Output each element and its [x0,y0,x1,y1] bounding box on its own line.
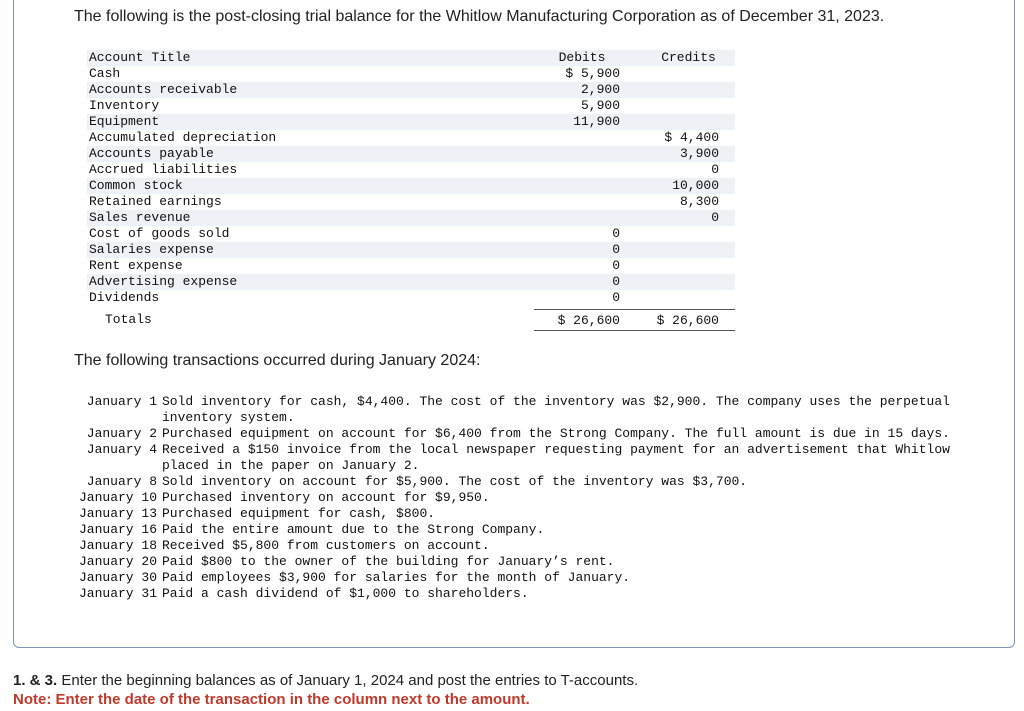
transaction-date: January 1 [86,394,157,409]
table-row [87,146,735,162]
debit-cell: 5,900 [580,98,620,113]
table-row [87,98,735,114]
table-header [87,50,735,66]
credit-cell: 8,300 [679,194,719,209]
account-title: Accumulated depreciation [89,130,277,145]
table-row [87,82,735,98]
credit-cell: 10,000 [672,178,719,193]
account-title: Inventory [89,98,160,113]
credit-cell [622,242,735,258]
transactions-intro: The following transactions occurred during January 2024: [74,352,481,369]
debit-cell: 0 [612,242,620,257]
transaction-description: Received a $150 invoice from the local newspaper requesting payment for an advertisement that Whitlow placed in the paper on January 2. [162,442,950,473]
credit-cell [622,98,735,114]
transaction-row [74,474,974,490]
debit-cell [534,130,622,146]
debit-cell [534,146,622,162]
debit-cell: 0 [612,274,620,289]
transaction-row [74,426,974,442]
transaction-row [74,538,974,554]
account-title: Cost of goods sold [89,226,230,241]
table-row [87,258,735,274]
debit-cell: 0 [612,290,620,305]
table-row [87,226,735,242]
transaction-date: January 13 [78,506,157,521]
account-title: Accounts payable [89,146,214,161]
credit-cell: 3,900 [679,146,719,161]
transaction-description: Received $5,800 from customers on account. [162,538,490,553]
transaction-date: January 16 [78,522,157,537]
account-title: Cash [89,66,121,81]
instruction-note: Note: Enter the date of the transaction in the column next to the amount. [13,691,530,708]
transaction-description: Purchased equipment on account for $6,400 from the Strong Company. The full amount is due in 15 days. [162,426,950,441]
credit-cell: 0 [711,162,719,177]
transaction-date: January 8 [86,474,157,489]
debit-cell: 2,900 [580,82,620,97]
transaction-row [74,554,974,570]
table-body [87,66,735,306]
table-row [87,178,735,194]
table-row [87,210,735,226]
header-account-title: Account Title [89,50,191,65]
transaction-date: January 4 [86,442,157,457]
credit-cell [622,274,735,290]
transaction-row [74,570,974,586]
credit-cell [622,66,735,82]
account-title: Rent expense [89,258,183,273]
transaction-row [74,394,974,426]
credit-cell [622,258,735,274]
trial-balance-table [87,50,735,331]
table-row [87,290,735,306]
credit-cell [622,114,735,130]
question-panel [13,0,1015,648]
credit-cell [622,290,735,306]
transaction-row [74,522,974,538]
transaction-row [74,442,974,474]
account-title: Dividends [89,290,160,305]
credit-cell: 0 [711,210,719,225]
transaction-row [74,586,974,602]
table-row [87,130,735,146]
intro-text: The following is the post-closing trial balance for the Whitlow Manufacturing Corporation as of December 31, 2023. [74,8,885,25]
debit-cell: 11,900 [573,114,620,129]
account-title: Accrued liabilities [89,162,238,177]
instruction [13,672,638,689]
credit-cell [622,226,735,242]
account-title: Salaries expense [89,242,214,257]
debit-cell: $ 5,900 [565,66,620,81]
instruction-number: 1. & 3. [13,672,58,689]
debit-cell [534,210,622,226]
table-row [87,242,735,258]
transaction-date: January 10 [78,490,157,505]
debit-cell: 0 [612,226,620,241]
transaction-description: Paid $800 to the owner of the building for January’s rent. [162,554,615,569]
transaction-description: Sold inventory on account for $5,900. The cost of the inventory was $3,700. [162,474,748,489]
totals-debit: $ 26,600 [534,309,622,331]
account-title: Accounts receivable [89,82,238,97]
table-row [87,114,735,130]
credit-cell [622,82,735,98]
transaction-description: Purchased inventory on account for $9,950. [162,490,490,505]
totals-label: Totals [105,312,152,327]
table-row [87,194,735,210]
debit-cell [534,162,622,178]
account-title: Equipment [89,114,160,129]
header-credits: Credits [661,50,716,65]
transaction-row [74,490,974,506]
header-debits: Debits [558,50,606,65]
credit-cell: $ 4,400 [664,130,719,145]
transaction-row [74,506,974,522]
table-row [87,274,735,290]
debit-cell: 0 [612,258,620,273]
transaction-date: January 31 [78,586,157,601]
account-title: Common stock [89,178,183,193]
instruction-text: Enter the beginning balances as of January 1, 2024 and post the entries to T-accounts. [57,672,639,689]
transaction-date: January 30 [78,570,157,585]
transaction-description: Sold inventory for cash, $4,400. The cost of the inventory was $2,900. The company uses the perpetual inventory system. [162,394,950,425]
totals-credit: $ 26,600 [622,309,735,331]
transaction-date: January 2 [86,426,157,441]
transaction-date: January 18 [78,538,157,553]
transaction-description: Paid a cash dividend of $1,000 to shareholders. [162,586,529,601]
debit-cell [534,194,622,210]
account-title: Retained earnings [89,194,222,209]
transaction-description: Purchased equipment for cash, $800. [162,506,436,521]
transaction-description: Paid the entire amount due to the Strong Company. [162,522,545,537]
transaction-date: January 20 [78,554,157,569]
table-row [87,66,735,82]
account-title: Advertising expense [89,274,238,289]
table-row [87,162,735,178]
transactions-list [74,394,974,602]
debit-cell [534,178,622,194]
transaction-description: Paid employees $3,900 for salaries for the month of January. [162,570,631,585]
totals-row [87,309,735,331]
account-title: Sales revenue [89,210,191,225]
